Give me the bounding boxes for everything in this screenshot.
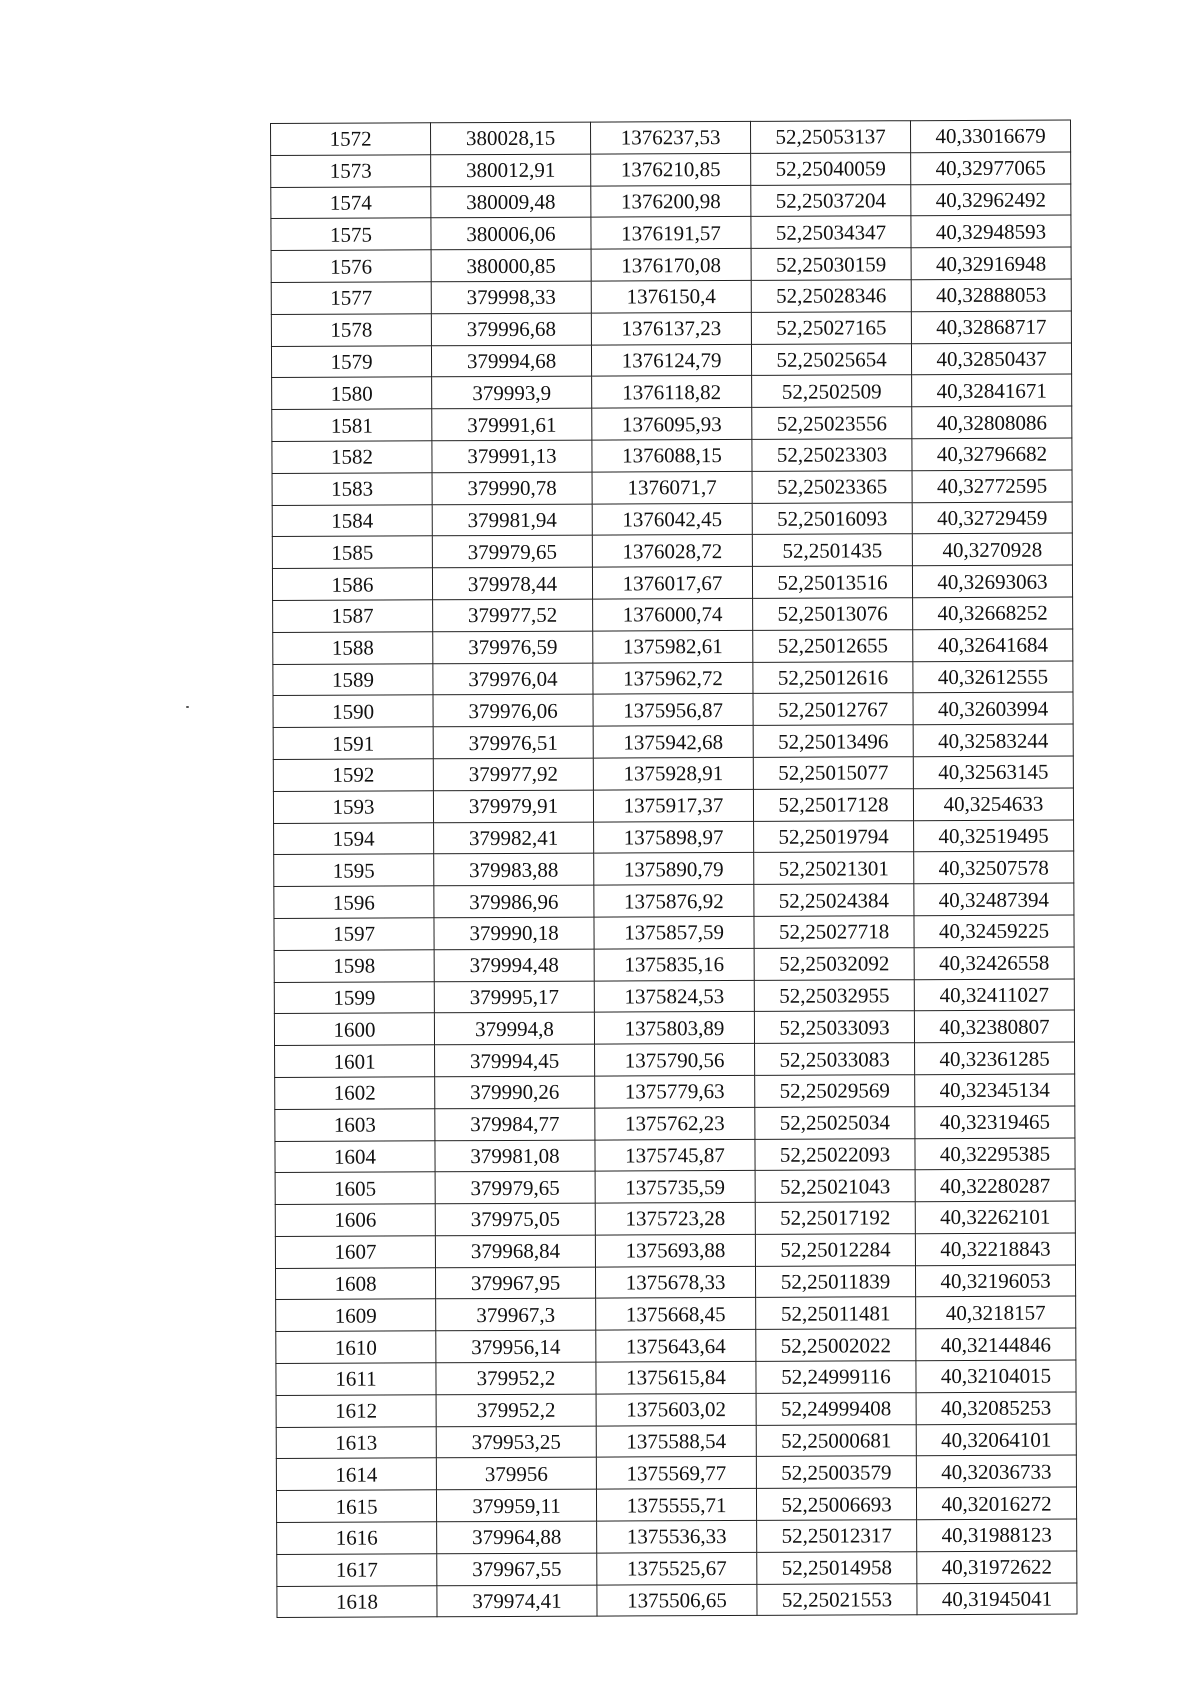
point-number-cell: 1589	[273, 663, 433, 695]
latitude-cell: 52,25012767	[753, 693, 913, 725]
point-number-cell: 1602	[275, 1077, 435, 1109]
table-row	[273, 661, 1073, 696]
point-number-cell: 1613	[276, 1426, 436, 1458]
point-number-cell: 1608	[275, 1267, 435, 1299]
longitude-cell: 40,3254633	[913, 788, 1073, 820]
table-row	[271, 279, 1071, 314]
longitude-cell: 40,32016272	[916, 1487, 1076, 1519]
table-row	[275, 1106, 1075, 1141]
table-row	[273, 788, 1073, 823]
coordinates-table-body	[271, 120, 1078, 1618]
table-row	[272, 438, 1072, 473]
y-coordinate-cell: 1376137,23	[591, 312, 751, 344]
y-coordinate-cell: 1376118,82	[592, 376, 752, 408]
table-row	[274, 820, 1074, 855]
x-coordinate-cell: 379974,41	[437, 1585, 597, 1617]
table-row	[271, 184, 1071, 219]
y-coordinate-cell: 1375745,87	[595, 1139, 755, 1171]
x-coordinate-cell: 379967,3	[436, 1299, 596, 1331]
y-coordinate-cell: 1375898,97	[594, 821, 754, 853]
y-coordinate-cell: 1375569,77	[596, 1457, 756, 1489]
y-coordinate-cell: 1375942,68	[593, 726, 753, 758]
longitude-cell: 40,31945041	[917, 1583, 1077, 1615]
y-coordinate-cell: 1375678,33	[595, 1266, 755, 1298]
point-number-cell: 1592	[273, 759, 433, 791]
latitude-cell: 52,25033083	[755, 1043, 915, 1075]
y-coordinate-cell: 1376200,98	[591, 185, 751, 217]
coordinates-table	[270, 120, 1078, 1619]
table-row	[271, 343, 1071, 378]
longitude-cell: 40,32850437	[911, 343, 1071, 375]
point-number-cell: 1573	[271, 155, 431, 187]
x-coordinate-cell: 379982,41	[434, 822, 594, 854]
latitude-cell: 52,24999116	[756, 1361, 916, 1393]
point-number-cell: 1586	[272, 568, 432, 600]
latitude-cell: 52,25012616	[753, 661, 913, 693]
longitude-cell: 40,32345134	[915, 1074, 1075, 1106]
longitude-cell: 40,32693063	[912, 565, 1072, 597]
latitude-cell: 52,25037204	[751, 184, 911, 216]
point-number-cell: 1585	[272, 536, 432, 568]
latitude-cell: 52,25013516	[752, 566, 912, 598]
y-coordinate-cell: 1375835,16	[594, 948, 754, 980]
point-number-cell: 1587	[273, 600, 433, 632]
point-number-cell: 1577	[271, 282, 431, 314]
latitude-cell: 52,25032092	[754, 947, 914, 979]
longitude-cell: 40,32426558	[914, 947, 1074, 979]
y-coordinate-cell: 1376071,7	[592, 471, 752, 503]
x-coordinate-cell: 380028,15	[431, 122, 591, 154]
y-coordinate-cell: 1375779,63	[595, 1075, 755, 1107]
longitude-cell: 40,32411027	[914, 979, 1074, 1011]
latitude-cell: 52,25014958	[757, 1552, 917, 1584]
latitude-cell: 52,25003579	[756, 1456, 916, 1488]
x-coordinate-cell: 379983,88	[434, 853, 594, 885]
longitude-cell: 40,32796682	[912, 438, 1072, 470]
y-coordinate-cell: 1376042,45	[592, 503, 752, 535]
point-number-cell: 1604	[275, 1140, 435, 1172]
longitude-cell: 40,32459225	[914, 915, 1074, 947]
latitude-cell: 52,25012655	[753, 629, 913, 661]
y-coordinate-cell: 1376000,74	[593, 598, 753, 630]
y-coordinate-cell: 1375928,91	[593, 757, 753, 789]
table-row	[277, 1583, 1077, 1618]
latitude-cell: 52,25053137	[750, 121, 910, 153]
x-coordinate-cell: 380009,48	[431, 186, 591, 218]
table-row	[275, 1265, 1075, 1300]
longitude-cell: 40,32641684	[913, 629, 1073, 661]
x-coordinate-cell: 379976,06	[433, 694, 593, 726]
table-row	[271, 247, 1071, 282]
x-coordinate-cell: 379976,59	[433, 631, 593, 663]
x-coordinate-cell: 379994,45	[435, 1044, 595, 1076]
longitude-cell: 40,32868717	[911, 311, 1071, 343]
longitude-cell: 40,32319465	[915, 1106, 1075, 1138]
y-coordinate-cell: 1375824,53	[594, 980, 754, 1012]
y-coordinate-cell: 1375668,45	[596, 1298, 756, 1330]
x-coordinate-cell: 379991,13	[432, 440, 592, 472]
longitude-cell: 40,31972622	[917, 1551, 1077, 1583]
table-row	[273, 724, 1073, 759]
point-number-cell: 1595	[274, 854, 434, 886]
y-coordinate-cell: 1375643,64	[596, 1330, 756, 1362]
longitude-cell: 40,32487394	[914, 883, 1074, 915]
table-row	[276, 1296, 1076, 1331]
table-row	[276, 1424, 1076, 1459]
table-row	[273, 629, 1073, 664]
table-row	[277, 1519, 1077, 1554]
longitude-cell: 40,32064101	[916, 1424, 1076, 1456]
x-coordinate-cell: 379967,95	[435, 1267, 595, 1299]
longitude-cell: 40,32808086	[912, 406, 1072, 438]
table-row	[275, 1042, 1075, 1077]
longitude-cell: 40,32507578	[914, 851, 1074, 883]
point-number-cell: 1596	[274, 886, 434, 918]
latitude-cell: 52,25034347	[751, 216, 911, 248]
longitude-cell: 40,32036733	[916, 1455, 1076, 1487]
longitude-cell: 40,32280287	[915, 1169, 1075, 1201]
longitude-cell: 40,3218157	[916, 1296, 1076, 1328]
y-coordinate-cell: 1375588,54	[596, 1425, 756, 1457]
y-coordinate-cell: 1375876,92	[594, 885, 754, 917]
point-number-cell: 1591	[273, 727, 433, 759]
y-coordinate-cell: 1376170,08	[591, 249, 751, 281]
latitude-cell: 52,25024384	[754, 884, 914, 916]
longitude-cell: 40,32977065	[911, 152, 1071, 184]
y-coordinate-cell: 1376150,4	[591, 280, 751, 312]
x-coordinate-cell: 380012,91	[431, 154, 591, 186]
x-coordinate-cell: 379993,9	[432, 376, 592, 408]
x-coordinate-cell: 379977,92	[433, 758, 593, 790]
latitude-cell: 52,2501435	[752, 534, 912, 566]
table-row	[271, 120, 1071, 155]
longitude-cell: 40,32772595	[912, 470, 1072, 502]
x-coordinate-cell: 379956,14	[436, 1330, 596, 1362]
table-row	[276, 1455, 1076, 1490]
table-row	[273, 597, 1073, 632]
y-coordinate-cell: 1375693,88	[595, 1234, 755, 1266]
longitude-cell: 40,32888053	[911, 279, 1071, 311]
latitude-cell: 52,25021043	[755, 1170, 915, 1202]
point-number-cell: 1599	[274, 981, 434, 1013]
longitude-cell: 40,32085253	[916, 1392, 1076, 1424]
longitude-cell: 40,32104015	[916, 1360, 1076, 1392]
latitude-cell: 52,25019794	[754, 820, 914, 852]
latitude-cell: 52,25029569	[755, 1075, 915, 1107]
latitude-cell: 52,24999408	[756, 1393, 916, 1425]
y-coordinate-cell: 1375962,72	[593, 662, 753, 694]
point-number-cell: 1603	[275, 1108, 435, 1140]
point-number-cell: 1606	[275, 1204, 435, 1236]
x-coordinate-cell: 379990,18	[434, 917, 594, 949]
y-coordinate-cell: 1375982,61	[593, 630, 753, 662]
scan-speck	[186, 706, 189, 708]
y-coordinate-cell: 1376210,85	[591, 153, 751, 185]
table-row	[272, 374, 1072, 409]
point-number-cell: 1616	[277, 1522, 437, 1554]
x-coordinate-cell: 379998,33	[431, 281, 591, 313]
table-row	[275, 1169, 1075, 1204]
longitude-cell: 40,3270928	[912, 533, 1072, 565]
longitude-cell: 40,32603994	[913, 692, 1073, 724]
latitude-cell: 52,25000681	[756, 1424, 916, 1456]
x-coordinate-cell: 379968,84	[435, 1235, 595, 1267]
x-coordinate-cell: 379978,44	[432, 567, 592, 599]
point-number-cell: 1580	[272, 377, 432, 409]
longitude-cell: 40,32916948	[911, 247, 1071, 279]
x-coordinate-cell: 379976,04	[433, 663, 593, 695]
y-coordinate-cell: 1375536,33	[597, 1520, 757, 1552]
y-coordinate-cell: 1375735,59	[595, 1171, 755, 1203]
latitude-cell: 52,25013076	[753, 598, 913, 630]
table-row	[274, 947, 1074, 982]
table-row	[272, 502, 1072, 537]
longitude-cell: 40,32218843	[915, 1233, 1075, 1265]
point-number-cell: 1579	[271, 345, 431, 377]
point-number-cell: 1614	[276, 1458, 436, 1490]
y-coordinate-cell: 1375506,65	[597, 1584, 757, 1616]
point-number-cell: 1581	[272, 409, 432, 441]
table-row	[272, 470, 1072, 505]
table-row	[274, 979, 1074, 1014]
latitude-cell: 52,25023365	[752, 470, 912, 502]
longitude-cell: 40,31988123	[917, 1519, 1077, 1551]
point-number-cell: 1582	[272, 441, 432, 473]
table-row	[276, 1328, 1076, 1363]
point-number-cell: 1611	[276, 1363, 436, 1395]
x-coordinate-cell: 379981,94	[432, 504, 592, 536]
latitude-cell: 52,25032955	[754, 979, 914, 1011]
x-coordinate-cell: 379952,2	[436, 1394, 596, 1426]
point-number-cell: 1615	[276, 1490, 436, 1522]
table-row	[276, 1360, 1076, 1395]
point-number-cell: 1594	[274, 822, 434, 854]
x-coordinate-cell: 379964,88	[437, 1521, 597, 1553]
latitude-cell: 52,25025654	[751, 343, 911, 375]
point-number-cell: 1576	[271, 250, 431, 282]
y-coordinate-cell: 1375803,89	[594, 1012, 754, 1044]
latitude-cell: 52,25016093	[752, 502, 912, 534]
x-coordinate-cell: 379986,96	[434, 885, 594, 917]
point-number-cell: 1607	[275, 1236, 435, 1268]
table-row	[274, 915, 1074, 950]
point-number-cell: 1605	[275, 1172, 435, 1204]
longitude-cell: 40,32361285	[915, 1042, 1075, 1074]
x-coordinate-cell: 379984,77	[435, 1108, 595, 1140]
y-coordinate-cell: 1375615,84	[596, 1361, 756, 1393]
x-coordinate-cell: 379990,26	[435, 1076, 595, 1108]
table-row	[271, 215, 1071, 250]
latitude-cell: 52,25017128	[753, 788, 913, 820]
latitude-cell: 52,25017192	[755, 1202, 915, 1234]
latitude-cell: 52,25022093	[755, 1138, 915, 1170]
y-coordinate-cell: 1376088,15	[592, 439, 752, 471]
y-coordinate-cell: 1376028,72	[592, 535, 752, 567]
x-coordinate-cell: 379956	[436, 1458, 596, 1490]
x-coordinate-cell: 379979,65	[435, 1171, 595, 1203]
point-number-cell: 1601	[275, 1045, 435, 1077]
y-coordinate-cell: 1375723,28	[595, 1202, 755, 1234]
coordinates-table-wrapper	[270, 123, 1070, 1618]
y-coordinate-cell: 1375762,23	[595, 1107, 755, 1139]
latitude-cell: 52,2502509	[752, 375, 912, 407]
latitude-cell: 52,25028346	[751, 280, 911, 312]
x-coordinate-cell: 379994,8	[434, 1012, 594, 1044]
latitude-cell: 52,25030159	[751, 248, 911, 280]
table-row	[273, 692, 1073, 727]
latitude-cell: 52,25023303	[752, 439, 912, 471]
y-coordinate-cell: 1376237,53	[590, 121, 750, 153]
point-number-cell: 1612	[276, 1395, 436, 1427]
longitude-cell: 40,32668252	[913, 597, 1073, 629]
y-coordinate-cell: 1375956,87	[593, 694, 753, 726]
longitude-cell: 40,32729459	[912, 502, 1072, 534]
x-coordinate-cell: 379995,17	[434, 981, 594, 1013]
y-coordinate-cell: 1376095,93	[592, 408, 752, 440]
point-number-cell: 1574	[271, 186, 431, 218]
table-row	[275, 1201, 1075, 1236]
longitude-cell: 40,32262101	[915, 1201, 1075, 1233]
point-number-cell: 1598	[274, 950, 434, 982]
x-coordinate-cell: 379977,52	[433, 599, 593, 631]
longitude-cell: 40,32962492	[911, 184, 1071, 216]
table-row	[275, 1074, 1075, 1109]
x-coordinate-cell: 379975,05	[435, 1203, 595, 1235]
y-coordinate-cell: 1375555,71	[596, 1489, 756, 1521]
longitude-cell: 40,32380807	[914, 1010, 1074, 1042]
point-number-cell: 1584	[272, 504, 432, 536]
latitude-cell: 52,25027165	[751, 311, 911, 343]
y-coordinate-cell: 1376124,79	[591, 344, 751, 376]
x-coordinate-cell: 380006,06	[431, 217, 591, 249]
latitude-cell: 52,25011481	[756, 1297, 916, 1329]
latitude-cell: 52,25013496	[753, 725, 913, 757]
y-coordinate-cell: 1376017,67	[592, 567, 752, 599]
latitude-cell: 52,25027718	[754, 916, 914, 948]
point-number-cell: 1572	[271, 123, 431, 155]
latitude-cell: 52,25012284	[755, 1234, 915, 1266]
latitude-cell: 52,25033093	[754, 1011, 914, 1043]
table-row	[272, 406, 1072, 441]
y-coordinate-cell: 1375603,02	[596, 1393, 756, 1425]
x-coordinate-cell: 379959,11	[436, 1489, 596, 1521]
latitude-cell: 52,25012317	[757, 1520, 917, 1552]
x-coordinate-cell: 379996,68	[431, 313, 591, 345]
longitude-cell: 40,32948593	[911, 215, 1071, 247]
latitude-cell: 52,25006693	[756, 1488, 916, 1520]
x-coordinate-cell: 379979,65	[432, 535, 592, 567]
point-number-cell: 1609	[276, 1299, 436, 1331]
table-row	[274, 851, 1074, 886]
point-number-cell: 1593	[273, 791, 433, 823]
longitude-cell: 40,32612555	[913, 661, 1073, 693]
table-row	[271, 311, 1071, 346]
latitude-cell: 52,25021301	[754, 852, 914, 884]
x-coordinate-cell: 379991,61	[432, 408, 592, 440]
x-coordinate-cell: 379981,08	[435, 1140, 595, 1172]
y-coordinate-cell: 1375525,67	[597, 1552, 757, 1584]
latitude-cell: 52,25025034	[755, 1106, 915, 1138]
longitude-cell: 40,32196053	[915, 1265, 1075, 1297]
table-row	[275, 1137, 1075, 1172]
point-number-cell: 1617	[277, 1554, 437, 1586]
point-number-cell: 1618	[277, 1585, 437, 1617]
point-number-cell: 1600	[274, 1013, 434, 1045]
x-coordinate-cell: 379990,78	[432, 472, 592, 504]
table-row	[274, 883, 1074, 918]
table-row	[274, 1010, 1074, 1045]
latitude-cell: 52,25015077	[753, 757, 913, 789]
latitude-cell: 52,25011839	[755, 1265, 915, 1297]
table-row	[277, 1551, 1077, 1586]
y-coordinate-cell: 1375857,59	[594, 916, 754, 948]
y-coordinate-cell: 1375890,79	[594, 853, 754, 885]
table-row	[272, 565, 1072, 600]
point-number-cell: 1588	[273, 632, 433, 664]
table-row	[271, 152, 1071, 187]
table-row	[275, 1233, 1075, 1268]
latitude-cell: 52,25040059	[751, 153, 911, 185]
table-row	[273, 756, 1073, 791]
x-coordinate-cell: 380000,85	[431, 249, 591, 281]
x-coordinate-cell: 379994,68	[431, 345, 591, 377]
x-coordinate-cell: 379979,91	[433, 790, 593, 822]
x-coordinate-cell: 379994,48	[434, 949, 594, 981]
x-coordinate-cell: 379967,55	[437, 1553, 597, 1585]
point-number-cell: 1575	[271, 218, 431, 250]
latitude-cell: 52,25021553	[757, 1583, 917, 1615]
longitude-cell: 40,32295385	[915, 1137, 1075, 1169]
point-number-cell: 1597	[274, 918, 434, 950]
y-coordinate-cell: 1375790,56	[595, 1044, 755, 1076]
table-row	[276, 1487, 1076, 1522]
table-row	[276, 1392, 1076, 1427]
point-number-cell: 1590	[273, 695, 433, 727]
point-number-cell: 1583	[272, 473, 432, 505]
latitude-cell: 52,25023556	[752, 407, 912, 439]
longitude-cell: 40,32519495	[914, 820, 1074, 852]
longitude-cell: 40,33016679	[910, 120, 1070, 152]
y-coordinate-cell: 1376191,57	[591, 217, 751, 249]
latitude-cell: 52,25002022	[756, 1329, 916, 1361]
longitude-cell: 40,32841671	[912, 374, 1072, 406]
longitude-cell: 40,32583244	[913, 724, 1073, 756]
x-coordinate-cell: 379953,25	[436, 1426, 596, 1458]
point-number-cell: 1578	[271, 314, 431, 346]
table-row	[272, 533, 1072, 568]
longitude-cell: 40,32563145	[913, 756, 1073, 788]
y-coordinate-cell: 1375917,37	[593, 789, 753, 821]
x-coordinate-cell: 379952,2	[436, 1362, 596, 1394]
x-coordinate-cell: 379976,51	[433, 726, 593, 758]
point-number-cell: 1610	[276, 1331, 436, 1363]
longitude-cell: 40,32144846	[916, 1328, 1076, 1360]
